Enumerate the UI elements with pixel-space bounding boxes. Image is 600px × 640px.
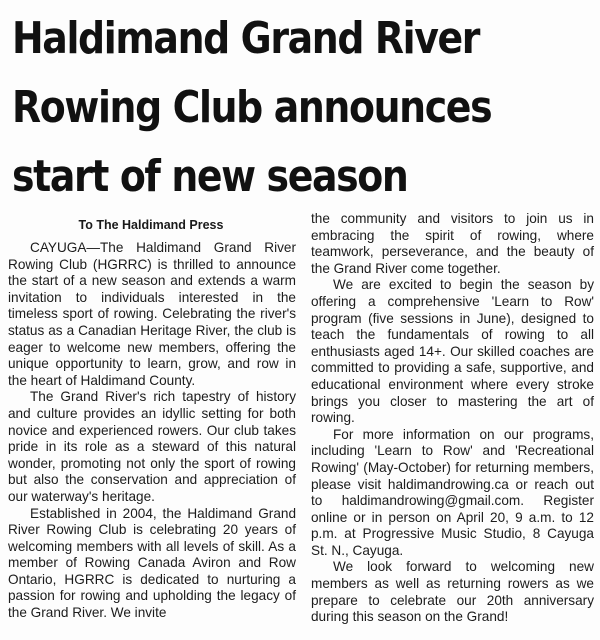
paragraph-continued: the community and visitors to join us in embracing the spirit of rowing, where teamwork, perseverance, and the beauty of the Grand River come together. xyxy=(311,211,594,276)
article-column-2 xyxy=(311,211,594,626)
headline-line-2: Rowing Club announces xyxy=(12,82,492,133)
byline: To The Haldimand Press xyxy=(78,218,224,232)
headline xyxy=(12,4,511,211)
paragraph: We look forward to welcoming new members as well as returning rowers as we prepare to celebrate our 20th anniversary during this season on the Grand! xyxy=(311,559,594,625)
headline-line-3: start of new season xyxy=(12,151,408,202)
paragraph: Established in 2004, the Haldimand Grand River Rowing Club is celebrating 20 years of welcoming members with all levels of skill. As a member of Rowing Canada Aviron and Row Ontario, HGRRC is dedicated to nurturing a passion for rowing and upholding the legacy of the Grand River. We invite xyxy=(8,505,296,621)
article-column-1 xyxy=(8,240,296,622)
paragraph: For more information on our programs, including 'Learn to Row' and 'Recreational Rowing' (May-October) for returning members, please visit haldimandrowing.ca or reach out to haldimandrowing@gmail.com. Register online or in person on April 20, 9 a.m. to 12 p.m. at Progressive Music Studio, 8 Cayuga St. N., Cayuga. xyxy=(311,426,594,558)
paragraph: CAYUGA—The Haldimand Grand River Rowing Club (HGRRC) is thrilled to announce the start of a new season and extends a warm invitation to individuals interested in the timeless sport of rowing. Celebrating the river's status as a Canadian Heritage River, the club is eager to welcome new members, offering the unique opportunity to learn, grow, and row in the heart of Haldimand County. xyxy=(8,240,296,388)
paragraph: The Grand River's rich tapestry of history and culture provides an idyllic setting for both novice and experienced rowers. Our club takes pride in its role as a steward of this natural wonder, promoting not only the sport of rowing but also the conservation and appreciation of our waterway's heritage. xyxy=(8,389,296,504)
headline-line-1: Haldimand Grand River xyxy=(12,13,480,64)
paragraph: We are excited to begin the season by offering a comprehensive 'Learn to Row' program (five sessions in June), designed to teach the fundamentals of rowing to all enthusiasts aged 14+. Our skilled coaches are committed to providing a safe, supportive, and educational environment where every stroke brings you closer to mastering the art of rowing. xyxy=(311,277,594,426)
